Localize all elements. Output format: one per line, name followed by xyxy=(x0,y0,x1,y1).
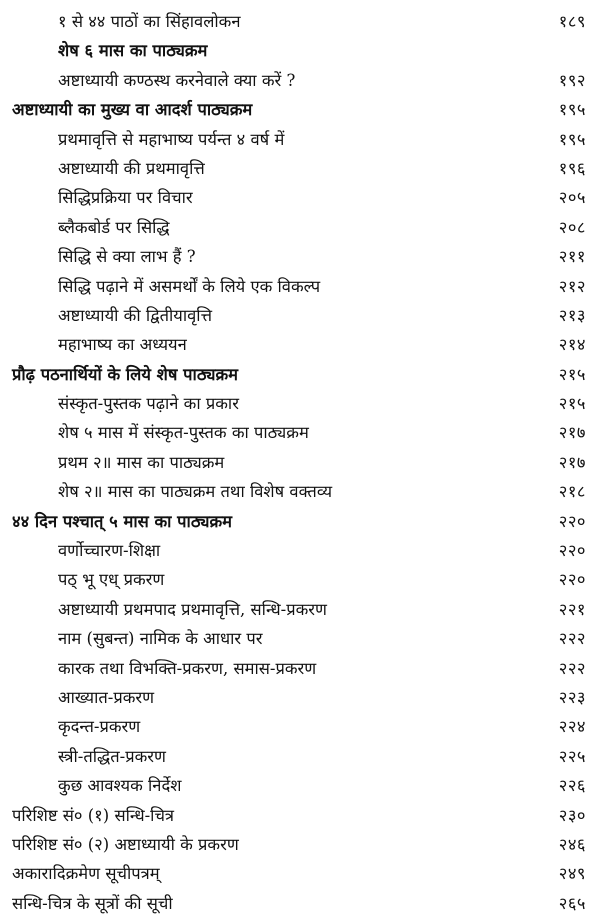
toc-entry[interactable] xyxy=(0,389,600,418)
toc-entry[interactable] xyxy=(0,683,600,712)
toc-entry-page-number: २११ xyxy=(558,247,586,267)
toc-entry[interactable] xyxy=(0,418,600,447)
toc-entry-title: अष्टाध्यायी की प्रथमावृत्ति xyxy=(58,158,205,178)
toc-entry[interactable] xyxy=(0,183,600,212)
toc-entry[interactable] xyxy=(0,330,600,359)
toc-entry[interactable] xyxy=(0,448,600,477)
toc-entry[interactable] xyxy=(0,595,600,624)
toc-entry-page-number: १९६ xyxy=(558,158,586,178)
toc-entry-page-number: १८९ xyxy=(558,12,586,31)
toc-entry-page-number: २२६ xyxy=(558,776,586,796)
toc-entry-page-number: २१३ xyxy=(558,305,586,325)
table-of-contents xyxy=(0,7,600,918)
toc-entry-title: महाभाष्य का अध्ययन xyxy=(58,335,187,355)
toc-entry-page-number: १९२ xyxy=(558,70,586,90)
toc-entry[interactable] xyxy=(0,830,600,859)
toc-entry[interactable] xyxy=(0,507,600,536)
toc-entry[interactable] xyxy=(0,301,600,330)
toc-entry[interactable] xyxy=(0,213,600,242)
toc-entry-page-number: २२५ xyxy=(558,746,586,766)
toc-entry-page-number: १९५ xyxy=(558,129,586,149)
toc-entry[interactable] xyxy=(0,742,600,771)
toc-entry-title: ब्लैकबोर्ड पर सिद्धि xyxy=(58,217,170,237)
toc-entry-page-number: २३० xyxy=(558,805,586,825)
toc-entry-title: सन्धि-चित्र के सूत्रों की सूची xyxy=(12,893,173,913)
toc-entry-title: वर्णोच्चारण-शिक्षा xyxy=(58,541,161,561)
toc-entry-page-number: २१४ xyxy=(558,335,586,355)
toc-entry-title: अकारादिक्रमेण सूचीपत्रम् xyxy=(12,864,160,884)
toc-entry-title: कुछ आवश्यक निर्देश xyxy=(58,776,182,796)
toc-entry[interactable] xyxy=(0,859,600,888)
toc-entry[interactable] xyxy=(0,125,600,154)
toc-entry-title: संस्कृत-पुस्तक पढ़ाने का प्रकार xyxy=(58,394,239,414)
toc-entry-title: अष्टाध्यायी का मुख्य वा आदर्श पाठ्यक्रम xyxy=(12,100,253,120)
toc-entry-page-number: २१५ xyxy=(558,394,586,414)
toc-entry-page-number: २१७ xyxy=(558,423,586,443)
toc-entry-page-number: २१५ xyxy=(558,364,586,384)
toc-entry-page-number: २२० xyxy=(558,511,586,531)
toc-entry-page-number: २२० xyxy=(558,570,586,590)
toc-entry[interactable] xyxy=(0,242,600,271)
toc-entry-page-number: २०५ xyxy=(558,188,586,208)
toc-entry-title: अष्टाध्यायी प्रथमपाद प्रथमावृत्ति, सन्धि-प्रकरण xyxy=(58,599,327,619)
toc-entry-page-number: २१२ xyxy=(558,276,586,296)
toc-entry-title: कृदन्त-प्रकरण xyxy=(58,717,141,737)
toc-entry[interactable] xyxy=(0,654,600,683)
toc-entry-title: ४४ दिन पश्चात् ५ मास का पाठ्यक्रम xyxy=(12,511,232,531)
toc-entry-page-number: २१८ xyxy=(558,482,586,502)
toc-entry-title: कारक तथा विभक्ति-प्रकरण, समास-प्रकरण xyxy=(58,658,317,678)
toc-entry[interactable] xyxy=(0,36,600,65)
toc-entry-title: शेष ५ मास में संस्कृत-पुस्तक का पाठ्यक्रम xyxy=(58,423,309,443)
toc-entry-page-number: २१७ xyxy=(558,452,586,472)
toc-entry-title: स्त्री-तद्धित-प्रकरण xyxy=(58,746,166,766)
toc-entry-page-number: २६५ xyxy=(558,893,586,913)
toc-entry-title: परिशिष्ट सं० (१) सन्धि-चित्र xyxy=(12,805,175,825)
toc-entry-page-number: २०८ xyxy=(558,217,586,237)
toc-entry-title: शेष ६ मास का पाठ्यक्रम xyxy=(58,41,208,61)
toc-entry-title: शेष २॥ मास का पाठ्यक्रम तथा विशेष वक्तव्य xyxy=(58,482,333,502)
toc-entry[interactable] xyxy=(0,7,600,36)
toc-entry-title: परिशिष्ट सं० (२) अष्टाध्यायी के प्रकरण xyxy=(12,834,239,854)
toc-entry-title: सिद्धिप्रक्रिया पर विचार xyxy=(58,188,193,208)
toc-entry[interactable] xyxy=(0,771,600,800)
toc-entry[interactable] xyxy=(0,712,600,741)
toc-entry-page-number: २४९ xyxy=(558,864,586,884)
toc-entry-title: १ से ४४ पाठों का सिंहावलोकन xyxy=(58,12,241,31)
toc-entry-page-number: २२१ xyxy=(558,599,586,619)
toc-entry[interactable] xyxy=(0,66,600,95)
toc-entry[interactable] xyxy=(0,477,600,506)
toc-entry-title: प्रथम २॥ मास का पाठ्यक्रम xyxy=(58,452,225,472)
toc-entry[interactable] xyxy=(0,624,600,653)
toc-entry-title: नाम (सुबन्त) नामिक के आधार पर xyxy=(58,629,263,649)
toc-entry-title: अष्टाध्यायी की द्वितीयावृत्ति xyxy=(58,305,212,325)
toc-entry[interactable] xyxy=(0,360,600,389)
toc-entry[interactable] xyxy=(0,565,600,594)
toc-entry-page-number: २२३ xyxy=(558,687,586,707)
toc-entry-title: सिद्धि पढ़ाने में असमर्थों के लिये एक विकल्प xyxy=(58,276,321,296)
toc-entry-page-number: २४६ xyxy=(558,834,586,854)
toc-entry-title: प्रथमावृत्ति से महाभाष्य पर्यन्त ४ वर्ष में xyxy=(58,129,285,149)
toc-entry-title: पठ् भू एध् प्रकरण xyxy=(58,570,165,590)
toc-entry[interactable] xyxy=(0,95,600,124)
toc-entry[interactable] xyxy=(0,801,600,830)
toc-entry[interactable] xyxy=(0,536,600,565)
toc-entry-title: सिद्धि से क्या लाभ हैं ? xyxy=(58,247,196,267)
toc-entry-title: प्रौढ़ पठनार्थियों के लिये शेष पाठ्यक्रम xyxy=(12,364,238,384)
toc-entry-page-number: २२२ xyxy=(558,629,586,649)
toc-entry-page-number: २२२ xyxy=(558,658,586,678)
toc-entry-page-number: १९५ xyxy=(558,100,586,120)
toc-entry-title: आख्यात-प्रकरण xyxy=(58,687,155,707)
toc-entry-page-number: २२० xyxy=(558,541,586,561)
toc-entry[interactable] xyxy=(0,154,600,183)
toc-entry-title: अष्टाध्यायी कण्ठस्थ करनेवाले क्या करें ? xyxy=(58,70,296,90)
toc-entry-page-number: २२४ xyxy=(558,717,586,737)
toc-entry[interactable] xyxy=(0,272,600,301)
